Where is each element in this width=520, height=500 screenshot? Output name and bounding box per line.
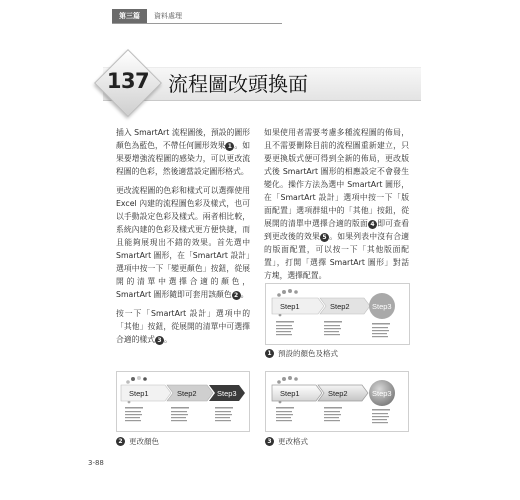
callout-badge: 4 bbox=[368, 220, 377, 229]
bullet-lines bbox=[276, 321, 390, 337]
figure-caption bbox=[265, 348, 338, 359]
page-number: 3-88 bbox=[88, 459, 104, 467]
step2-label: Step2 bbox=[177, 389, 197, 398]
running-header bbox=[112, 9, 282, 24]
text-run: 。如果列表中沒有合適的版面配置，可以按一下「其他版面配置」，打開「選擇 SmartArt 圖形」對話方塊，選擇配置。 bbox=[264, 232, 409, 280]
right-column bbox=[264, 126, 409, 288]
bullet-lines bbox=[125, 407, 233, 421]
page-title: 流程圖改頭換面 bbox=[168, 72, 308, 96]
left-column bbox=[116, 126, 250, 352]
figure-default-smartart bbox=[265, 283, 410, 345]
caption-text: 更改格式 bbox=[278, 437, 308, 446]
text-run: 即可查看到更改後的效果 bbox=[264, 219, 409, 241]
step3-label: Step3 bbox=[372, 389, 392, 398]
section-label: 資料處理 bbox=[154, 12, 182, 20]
tip-number: 137 bbox=[106, 69, 150, 93]
caption-badge: 2 bbox=[116, 437, 125, 446]
paragraph bbox=[264, 126, 409, 282]
caption-text: 更改顏色 bbox=[129, 437, 159, 446]
text-run: 。 bbox=[163, 335, 172, 344]
step3-label: Step3 bbox=[217, 389, 237, 398]
text-run: 如果使用者需要考慮多種流程圖的佈局，且不需要刪除目前的流程圖重新建立，只要更換版式便可得到全新的佈局，更改版式後 SmartArt 圖形的相應設定不會發生變化。操作方法為選中 SmartArt 圖形，在「SmartArt 設計」選項中按一下「版面配置」選項群組中的「其他」按鈕，從展開的清單中選擇合適的版面 bbox=[264, 128, 409, 228]
caption-text: 預設的顏色及格式 bbox=[278, 349, 338, 358]
text-run: 更改流程圖的色彩和樣式可以選擇使用 Excel 內建的流程圖色彩及樣式，也可以手動設定色彩及樣式。兩者相比較，系統內建的色彩及樣式更方便快捷，而且能夠展現出不錯的效果。首先選中 SmartArt 圖形，在「SmartArt 設計」選項中按一下「變更顏色」按鈕，從展開的清單中選擇合適的顏色，SmartArt 圖形隨即可套用該顏色 bbox=[116, 186, 250, 299]
callout-badge: 2 bbox=[232, 291, 241, 300]
paragraph bbox=[116, 184, 250, 301]
paragraph bbox=[116, 307, 250, 346]
text-run: 按一下「SmartArt 設計」選項中的「其他」按鈕，從展開的清單中可選擇合適的樣式 bbox=[116, 309, 250, 344]
step2-label: Step2 bbox=[328, 389, 348, 398]
step3-label: Step3 bbox=[372, 302, 392, 311]
text-run: 。如果要增強流程圖的感染力，可以更改流程圖的色彩，然後適當設定圖形格式。 bbox=[116, 141, 250, 176]
step1-label: Step1 bbox=[280, 302, 300, 311]
callout-badge: 5 bbox=[320, 233, 329, 242]
figure-format-changed-smartart bbox=[265, 371, 409, 432]
callout-badge: 3 bbox=[155, 336, 164, 345]
step1-label: Step1 bbox=[129, 389, 149, 398]
bullet-lines bbox=[276, 407, 390, 423]
step1-label: Step1 bbox=[280, 389, 300, 398]
text-run: 。 bbox=[240, 290, 249, 299]
figure-caption bbox=[265, 436, 308, 447]
tip-number-badge bbox=[96, 51, 160, 115]
paragraph bbox=[116, 126, 250, 178]
text-run: 插入 SmartArt 流程圖後，預設的圖形顏色為藍色，不帶任何圖形效果 bbox=[116, 128, 250, 150]
figure-caption bbox=[116, 436, 159, 447]
chapter-label: 第三篇 bbox=[112, 9, 147, 23]
figure-color-changed-smartart bbox=[116, 371, 250, 432]
callout-badge: 1 bbox=[225, 142, 234, 151]
step2-label: Step2 bbox=[330, 302, 350, 311]
caption-badge: 1 bbox=[265, 349, 274, 358]
caption-badge: 3 bbox=[265, 437, 274, 446]
